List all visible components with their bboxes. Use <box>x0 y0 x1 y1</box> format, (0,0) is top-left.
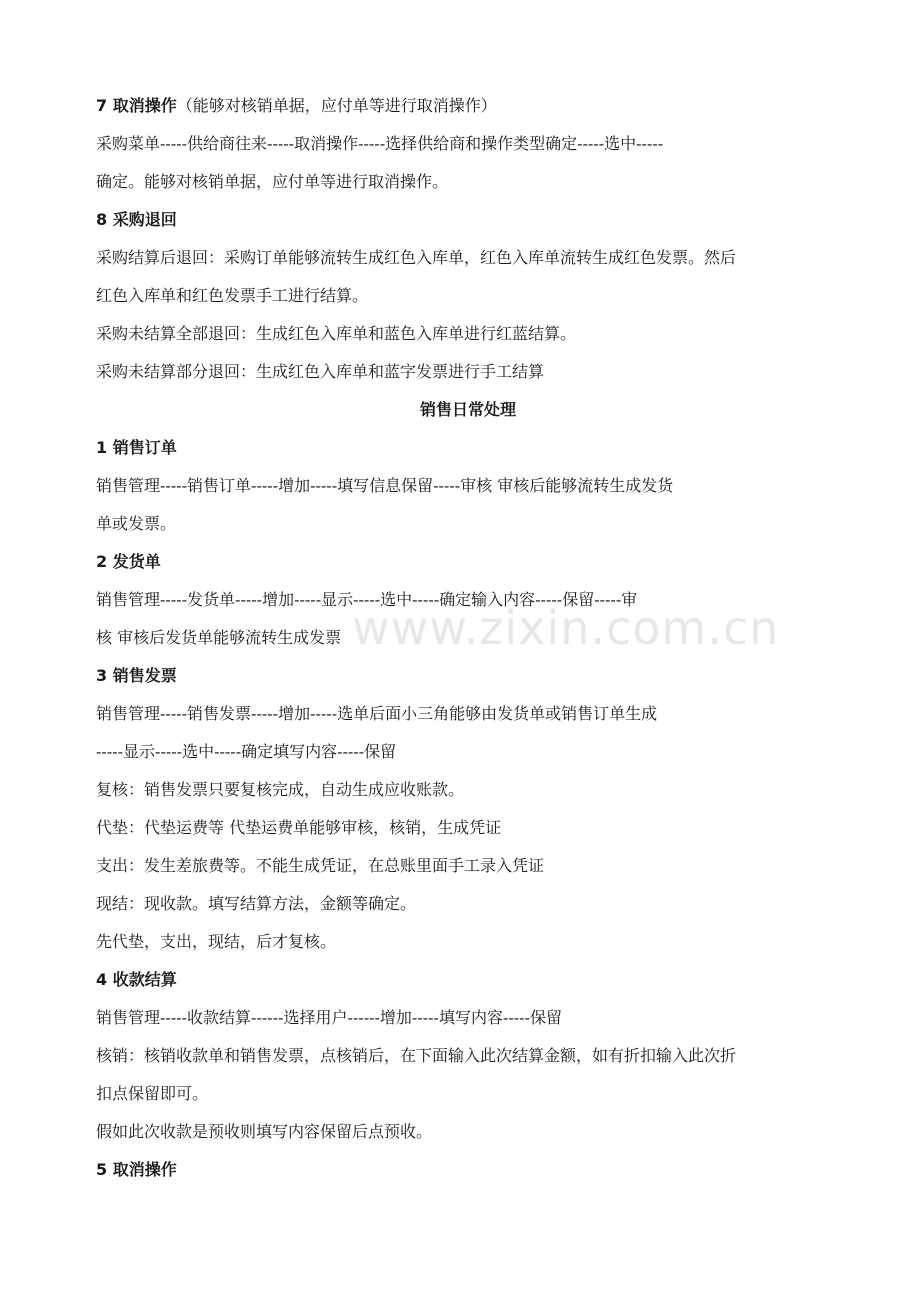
paragraph-line: 扣点保留即可。 <box>96 1084 209 1103</box>
page-title: 销售日常处理 <box>419 400 516 419</box>
paragraph-line: 销售管理-----销售订单-----增加-----填写信息保留-----审核 审核后能够流转生成发货 <box>96 476 674 495</box>
paragraph-line: 现结：现收款。填写结算方法，金额等确定。 <box>96 894 417 913</box>
paragraph-line: 采购菜单-----供给商往来-----取消操作-----选择供给商和操作类型确定-----选中----- <box>96 134 664 153</box>
section-7-note: （能够对核销单据，应付单等进行取消操作） <box>176 96 497 115</box>
section-7-title: 7 取消操作 <box>96 96 177 115</box>
paragraph-line: 单或发票。 <box>96 514 177 533</box>
paragraph-line: 确定。能够对核销单据，应付单等进行取消操作。 <box>96 172 449 191</box>
section-4-heading: 4 收款结算 <box>96 970 177 989</box>
paragraph-line: 采购未结算部分退回：生成红色入库单和蓝字发票进行手工结算 <box>96 362 545 381</box>
watermark: www.zixin.com.cn <box>352 601 780 655</box>
paragraph-line: 销售管理-----发货单-----增加-----显示-----选中-----确定输入内容-----保留-----审 <box>96 590 638 609</box>
paragraph-line: 销售管理-----销售发票-----增加-----选单后面小三角能够由发货单或销售订单生成 <box>96 704 658 723</box>
paragraph-line: -----显示-----选中-----确定填写内容-----保留 <box>96 742 397 761</box>
paragraph-line: 销售管理-----收款结算------选择用户------增加-----填写内容-----保留 <box>96 1008 562 1027</box>
paragraph-line: 采购未结算全部退回：生成红色入库单和蓝色入库单进行红蓝结算。 <box>96 324 577 343</box>
section-3-heading: 3 销售发票 <box>96 666 177 685</box>
paragraph-line: 代垫：代垫运费等 代垫运费单能够审核，核销，生成凭证 <box>96 818 502 837</box>
section-8-heading: 8 采购退回 <box>96 210 177 229</box>
paragraph-line: 核销：核销收款单和销售发票，点核销后，在下面输入此次结算金额，如有折扣输入此次折 <box>96 1046 737 1065</box>
section-2-heading: 2 发货单 <box>96 552 161 571</box>
section-7-heading <box>96 95 840 117</box>
paragraph-line: 复核：销售发票只要复核完成，自动生成应收账款。 <box>96 780 465 799</box>
paragraph-line: 红色入库单和红色发票手工进行结算。 <box>96 286 369 305</box>
section-1-heading: 1 销售订单 <box>96 438 177 457</box>
paragraph-line: 核 审核后发货单能够流转生成发票 <box>96 628 342 647</box>
paragraph-line: 先代垫，支出，现结，后才复核。 <box>96 932 337 951</box>
section-5-heading: 5 取消操作 <box>96 1160 177 1179</box>
paragraph-line: 支出：发生差旅费等。不能生成凭证，在总账里面手工录入凭证 <box>96 856 545 875</box>
paragraph-line: 采购结算后退回：采购订单能够流转生成红色入库单，红色入库单流转生成红色发票。然后 <box>96 248 737 267</box>
paragraph-line: 假如此次收款是预收则填写内容保留后点预收。 <box>96 1122 433 1141</box>
